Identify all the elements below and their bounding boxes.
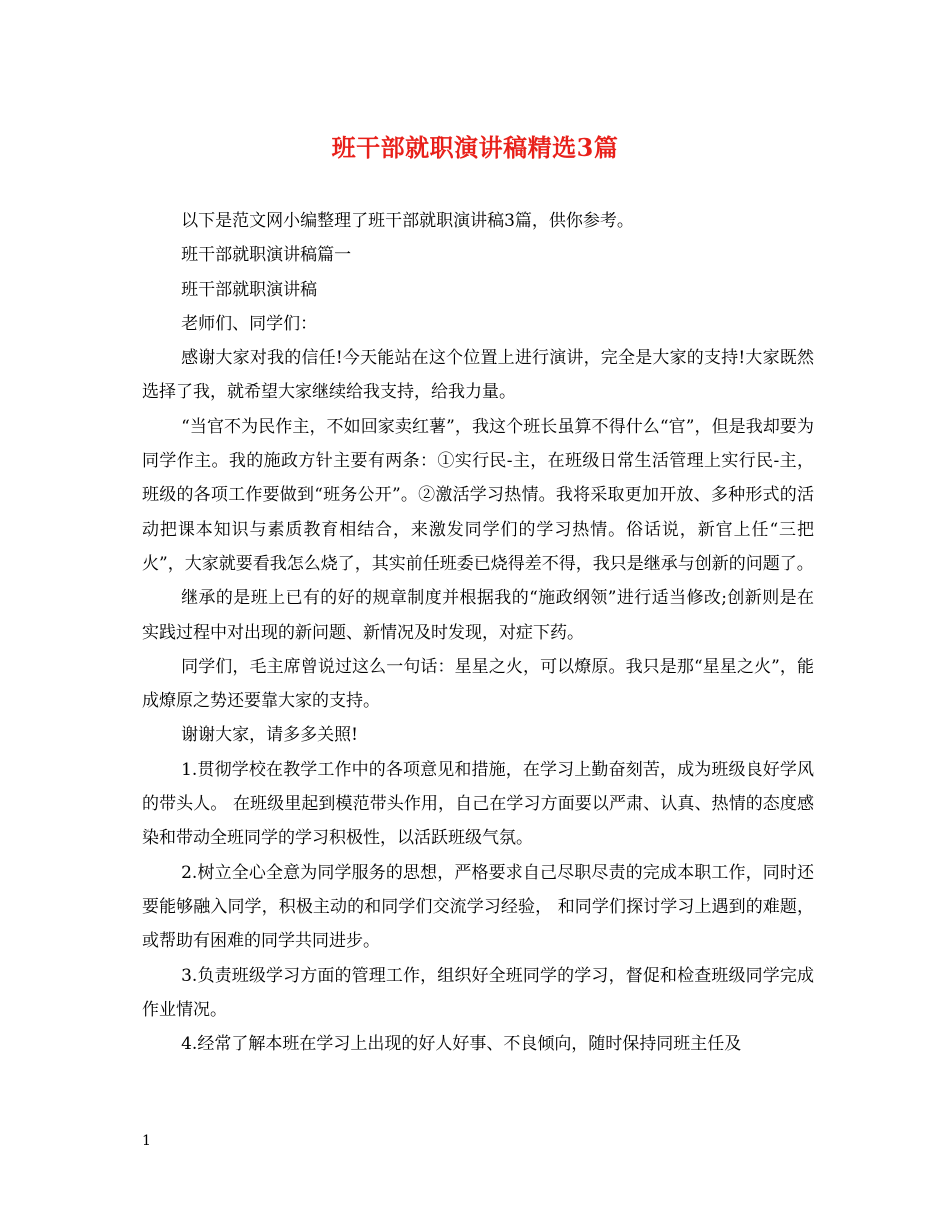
numbered-item: 3.负责班级学习方面的管理工作，组织好全班同学的学习，督促和检查班级同学完成作业情况。 bbox=[142, 965, 814, 1020]
numbered-item: 2.树立全心全意为同学服务的思想，严格要求自己尽职尽责的完成本职工作，同时还要能够融入同学，积极主动的和同学们交流学习经验， 和同学们探讨学习上遇到的难题，或帮助有困难的同学共同进步。 bbox=[142, 862, 814, 952]
page-number: 1 bbox=[142, 1133, 151, 1149]
numbered-item: 1.贯彻学校在教学工作中的各项意见和措施，在学习上勤奋刻苦，成为班级良好学风的带头人。 在班级里起到模范带头作用，自己在学习方面要以严肃、认真、热情的态度感染和带动全班同学的学习积极性，以活跃班级气氛。 bbox=[142, 759, 814, 849]
body-paragraph: 继承的是班上已有的好的规章制度并根据我的“施政纲领”进行适当修改;创新则是在实践过程中对出现的新问题、新情况及时发现，对症下药。 bbox=[142, 588, 814, 643]
intro-paragraph: 以下是范文网小编整理了班干部就职演讲稿3篇，供你参考。 bbox=[181, 211, 634, 231]
document-title: 班干部就职演讲稿精选3篇 bbox=[331, 133, 619, 162]
section-heading: 班干部就职演讲稿篇一 bbox=[181, 245, 352, 266]
document-body bbox=[142, 204, 814, 1061]
body-paragraph: 感谢大家对我的信任!今天能站在这个位置上进行演讲，完全是大家的支持!大家既然选择了我，就希望大家继续给我支持，给我力量。 bbox=[142, 348, 814, 403]
salutation: 老师们、同学们： bbox=[181, 313, 318, 334]
speech-title: 班干部就职演讲稿 bbox=[181, 279, 318, 300]
numbered-item: 4.经常了解本班在学习上出现的好人好事、不良倾向，随时保持同班主任及 bbox=[181, 1034, 742, 1055]
body-paragraph: 同学们，毛主席曾说过这么一句话：星星之火，可以燎原。我只是那“星星之火”，能成燎原之势还要靠大家的支持。 bbox=[142, 656, 814, 712]
body-paragraph: “当官不为民作主，不如回家卖红薯”，我这个班长虽算不得什么“官”，但是我却要为同学作主。我的施政方针主要有两条：①实行民-主，在班级日常生活管理上实行民-主，班级的各项工作要做到“班务公开”。②激活学习热情。我将采取更加开放、多种形式的活动把课本知识与素质教育相结合，来激发同学们的学习热情。俗话说，新官上任“三把火”，大家就要看我怎么烧了，其实前任班委已烧得差不得，我只是继承与创新的问题了。 bbox=[142, 416, 814, 574]
closing-line: 谢谢大家，请多多关照! bbox=[181, 725, 358, 746]
